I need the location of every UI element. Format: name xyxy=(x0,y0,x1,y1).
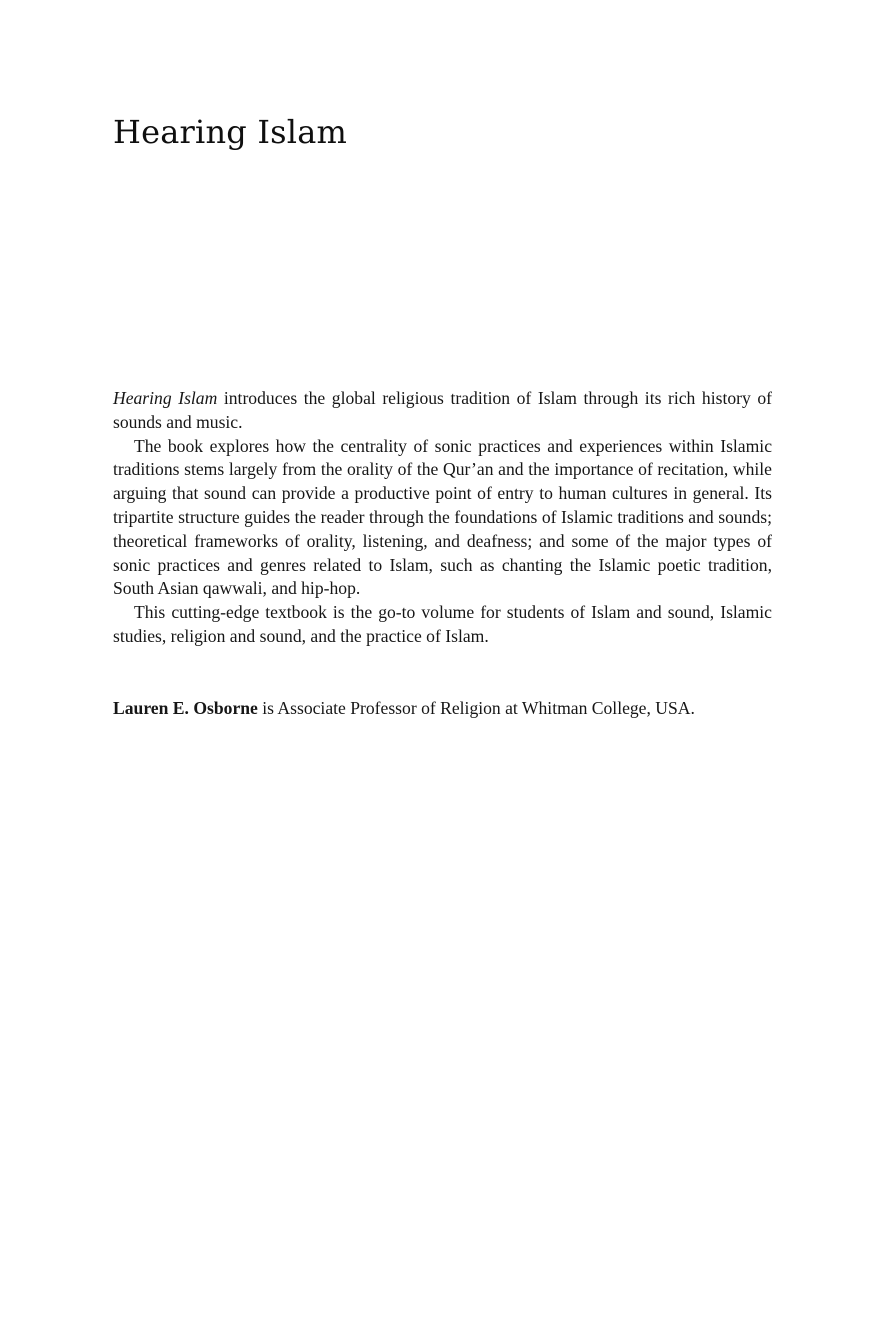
author-bio xyxy=(113,697,772,721)
book-title-italic: Hearing Islam xyxy=(113,388,218,408)
description-paragraph-3: This cutting-edge textbook is the go-to volume for students of Islam and sound, Islamic studies, religion and sound, and the practice of Islam. xyxy=(113,602,772,646)
description-paragraph-1-text: introduces the global religious tradition of Islam through its rich history of sounds and music. xyxy=(113,388,773,432)
description-paragraph-2: The book explores how the centrality of sonic practices and experiences within Islamic traditions stems largely from the orality of the Qur’an and the importance of recitation, while arguing that sound can provide a productive point of entry to human cultures in general. Its tripartite structure guides the reader through the foundations of Islamic traditions and sounds; theoretical frameworks of orality, listening, and deafness; and some of the major types of sonic practices and genres related to Islam, such as chanting the Islamic poetic tradition, South Asian qawwali, and hip-hop. xyxy=(113,435,772,599)
book-title: Hearing Islam xyxy=(113,113,348,151)
author-name: Lauren E. Osborne xyxy=(113,698,258,718)
description-paragraph-1 xyxy=(113,387,772,435)
author-description: is Associate Professor of Religion at Whitman College, USA. xyxy=(257,698,695,718)
book-description xyxy=(113,387,772,649)
